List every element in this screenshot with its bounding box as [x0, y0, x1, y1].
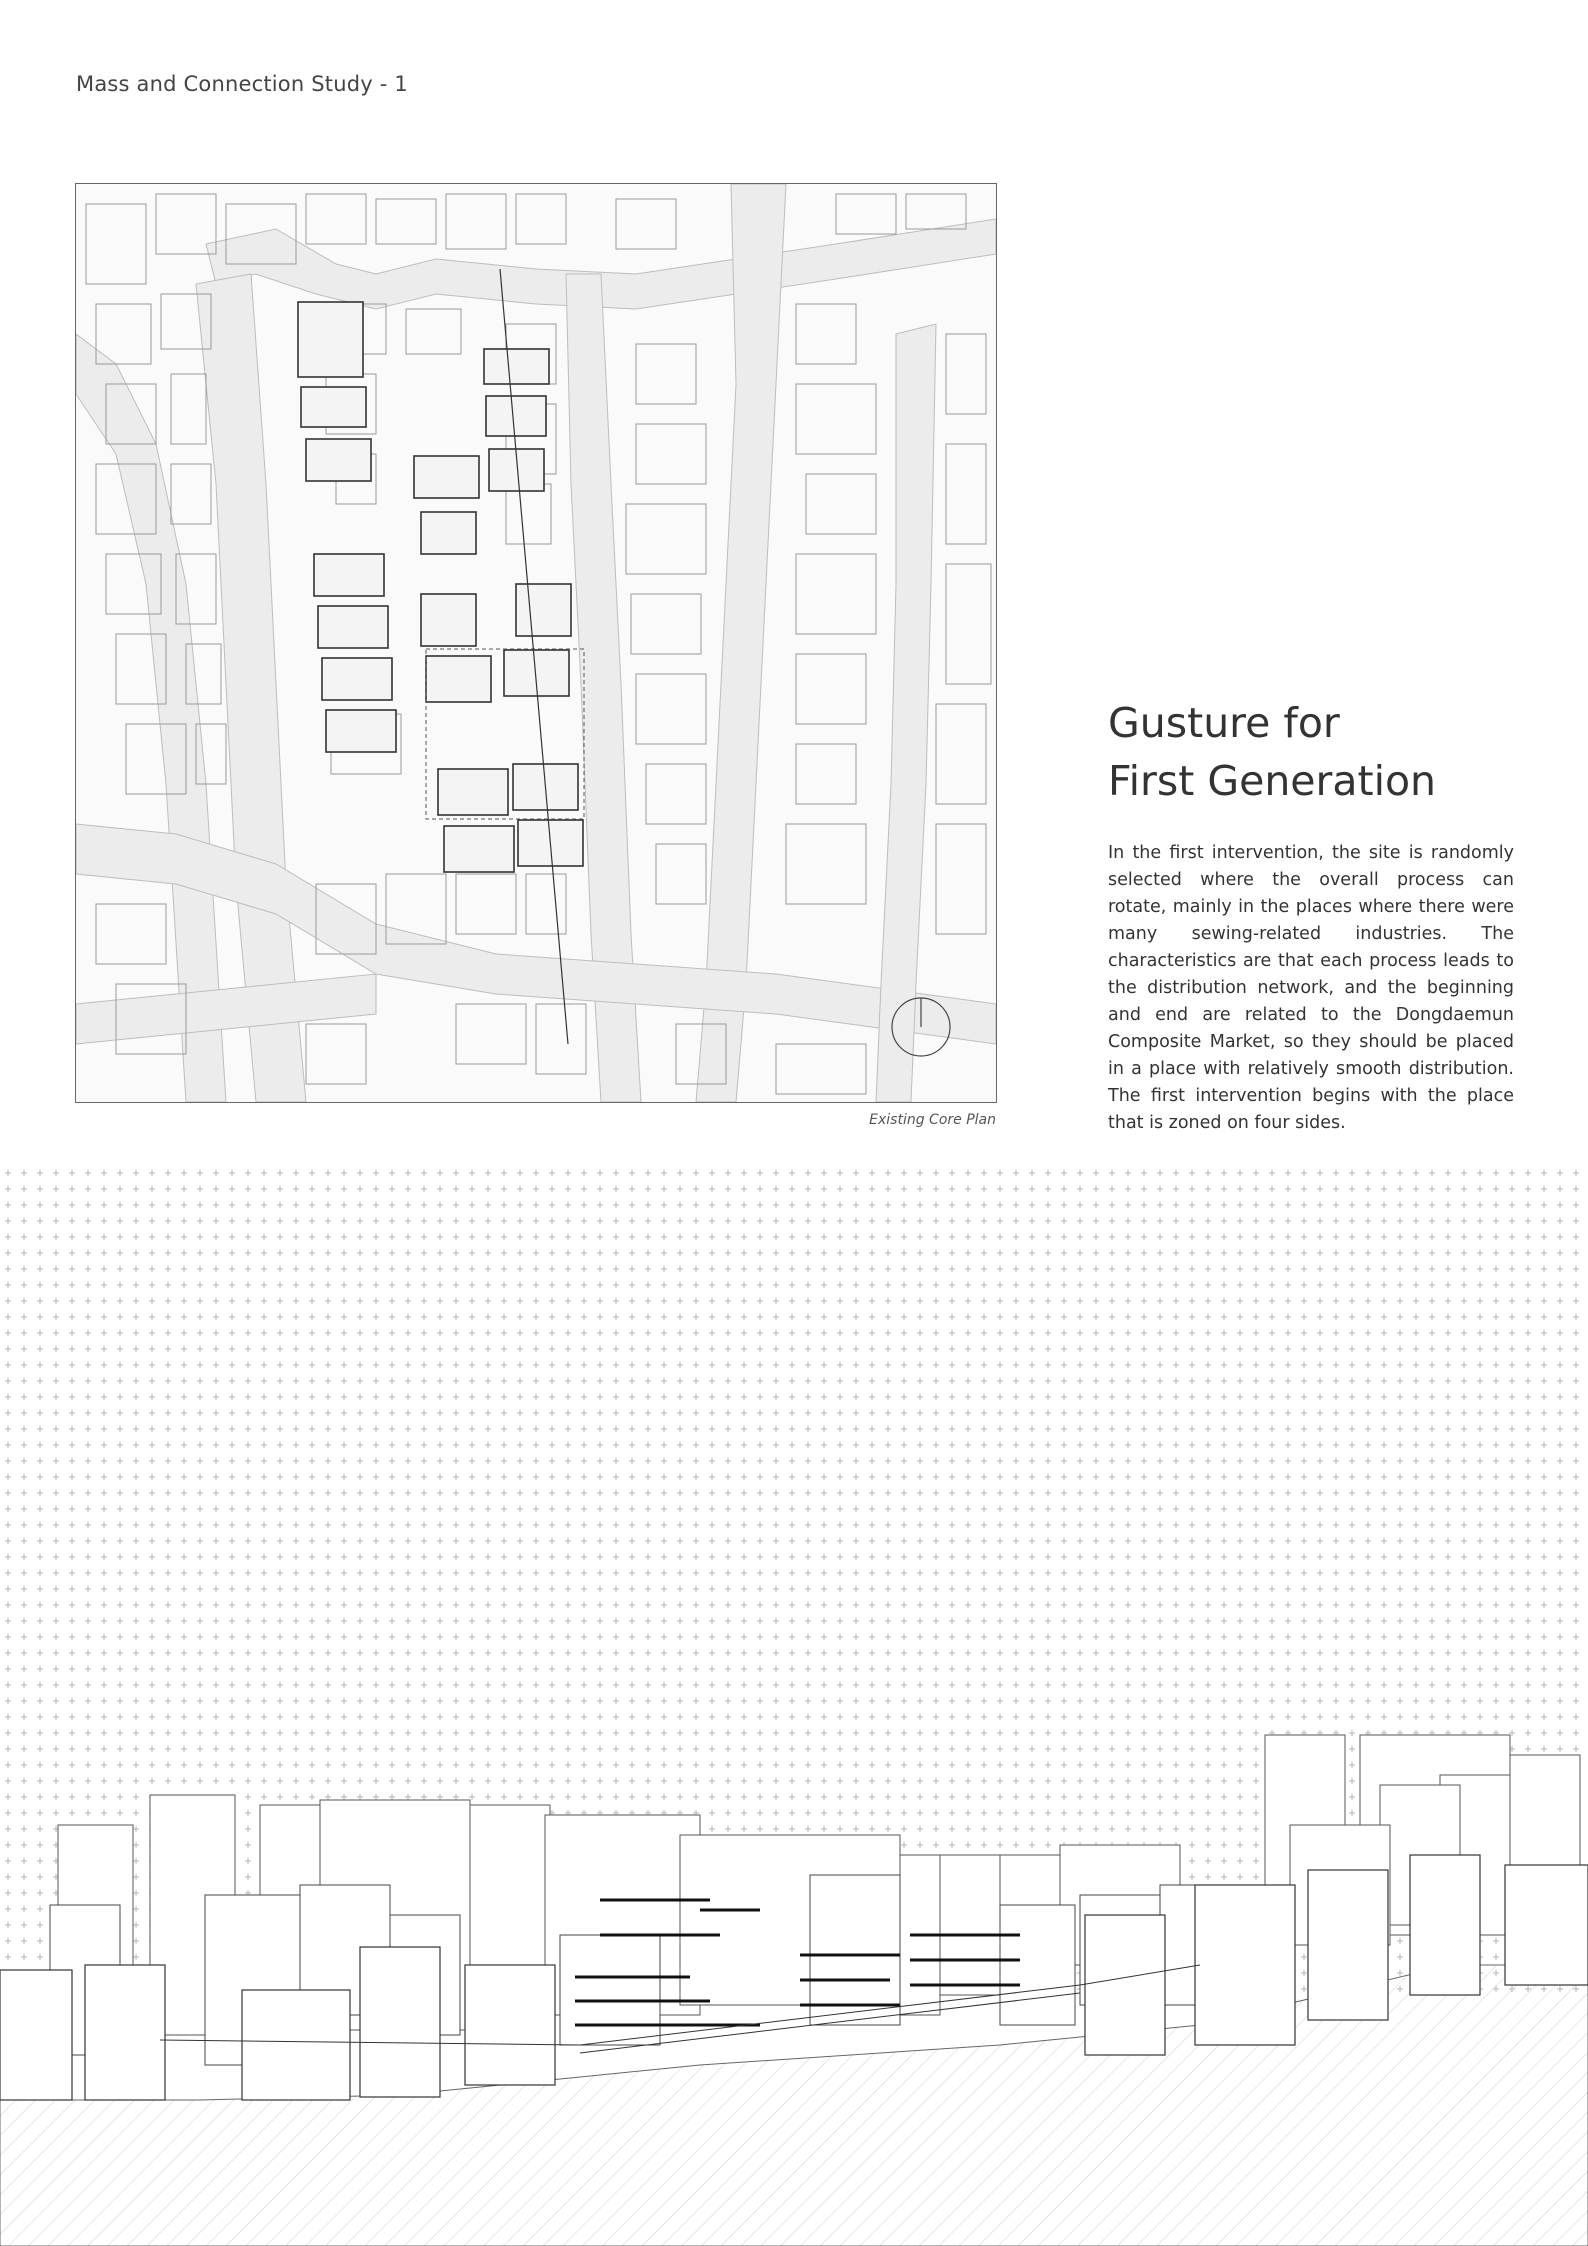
- body-paragraph: In the first intervention, the site is randomly selected where the overall process can rotate, mainly in the places where there were many sewing-related industries. The characteristics are that each process leads to the distribution network, and the beginning and end are related to the Dongdaemun Composite Market, so they should be placed in a place with relatively smooth distribution. The first intervention begins with the place that is zoned on four sides.: [1108, 843, 1514, 1133]
- title-line-1: Gusture for: [1108, 699, 1340, 747]
- existing-core-plan: [75, 183, 997, 1103]
- page-header: Mass and Connection Study - 1: [76, 72, 408, 96]
- title-line-2: First Generation: [1108, 757, 1437, 805]
- street-section-drawing: [0, 1165, 1588, 2246]
- plan-caption: Existing Core Plan: [869, 1112, 996, 1128]
- section-title: [1108, 694, 1528, 810]
